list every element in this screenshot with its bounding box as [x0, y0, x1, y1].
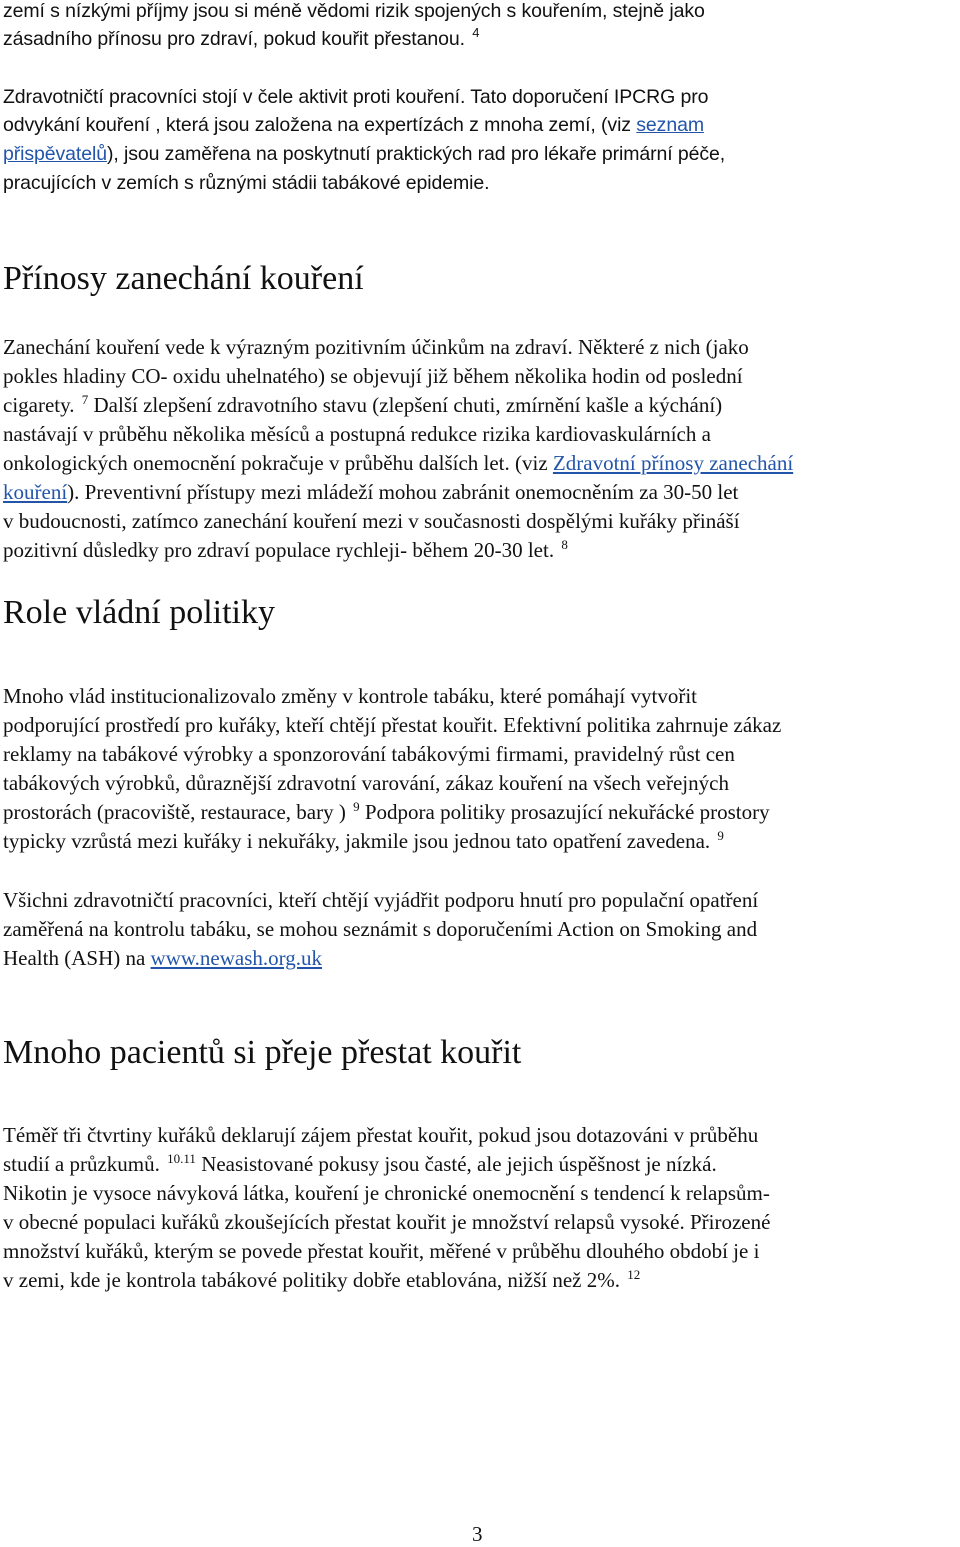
body-text: tabákových výrobků, důraznější zdravotní varování, zákaz kouření na všech veřejných: [3, 771, 729, 795]
body-text: nastávají v průběhu několika měsíců a postupná redukce rizika kardiovaskulárních a: [3, 422, 711, 446]
body-text: pozitivní důsledky pro zdraví populace rychleji- během 20-30 let.: [3, 538, 560, 562]
footnote-ref: 4: [472, 25, 480, 40]
benefits-line-4: [3, 422, 711, 447]
intro-line-6: [3, 172, 489, 195]
footnote-ref: 9: [717, 828, 724, 843]
policy-line-6: [3, 829, 724, 854]
intro-text: ), jsou zaměřena na poskytnutí praktických rad pro lékaře primární péče,: [106, 143, 726, 165]
contributors-link[interactable]: seznam: [636, 114, 704, 136]
footnote-ref: 8: [561, 537, 568, 552]
body-text: podporující prostředí pro kuřáky, kteří chtějí přestat kouřit. Efektivní politika zahrnuje zákaz: [3, 713, 782, 737]
body-text: Podpora politiky prosazující nekuřácké prostory: [359, 800, 770, 824]
body-text: Neasistované pokusy jsou časté, ale jejich úspěšnost je nízká.: [195, 1152, 717, 1176]
page-number: 3: [472, 1522, 483, 1546]
benefits-line-5: [3, 451, 793, 476]
patients-line-4: [3, 1210, 770, 1235]
body-text: v zemi, kde je kontrola tabákové politiky dobře etablována, nižší než 2%.: [3, 1268, 626, 1292]
patients-line-3: [3, 1181, 770, 1206]
body-text: ). Preventivní přístupy mezi mládeží mohou zabránit onemocněním za 30-50 let: [67, 480, 739, 504]
benefits-line-6: [3, 480, 738, 505]
intro-text: odvykání kouření , která jsou založena na expertízách z mnoha zemí, (viz: [3, 114, 637, 136]
policy-line-5: [3, 800, 770, 825]
intro-text: pracujících v zemích s různými stádii tabákové epidemie.: [3, 172, 490, 194]
intro-line-5: [3, 143, 725, 166]
body-text: Zanechání kouření vede k výrazným pozitivním účinkům na zdraví. Některé z nich (jako: [3, 335, 749, 359]
intro-text: zemí s nízkými příjmy jsou si méně vědomi rizik spojených s kouřením, stejně jako: [3, 0, 705, 22]
body-text: studií a průzkumů.: [3, 1152, 166, 1176]
section-heading-policy: Role vládní politiky: [3, 594, 275, 631]
body-text: Health (ASH) na: [3, 946, 151, 970]
intro-text: Zdravotničtí pracovníci stojí v čele aktivit proti kouření. Tato doporučení IPCRG pro: [3, 86, 709, 108]
footnote-ref: 9: [353, 799, 360, 814]
health-benefits-link[interactable]: Zdravotní přínosy zanechání: [552, 451, 794, 475]
body-text: typicky vzrůstá mezi kuřáky i nekuřáky, jakmile jsou jednou tato opatření zavedena.: [3, 829, 716, 853]
contributors-link-cont[interactable]: přispěvatelů: [3, 143, 107, 165]
patients-line-6: [3, 1268, 640, 1293]
patients-line-1: [3, 1123, 758, 1148]
body-text: v budoucnosti, zatímco zanechání kouření mezi v současnosti dospělými kuřáky přináší: [3, 509, 740, 533]
policy-p2-line-2: [3, 917, 757, 942]
body-text: pokles hladiny CO- oxidu uhelnatého) se objevují již během několika hodin od poslední: [3, 364, 743, 388]
body-text: Mnoho vlád institucionalizovalo změny v kontrole tabáku, které pomáhají vytvořit: [3, 684, 698, 708]
footnote-ref: 10.11: [167, 1151, 196, 1166]
benefits-line-1: [3, 335, 749, 360]
benefits-line-8: [3, 538, 568, 563]
policy-p2-line-1: [3, 888, 758, 913]
policy-line-3: [3, 742, 735, 767]
patients-line-2: [3, 1152, 717, 1177]
benefits-line-7: [3, 509, 740, 534]
intro-line-4: [3, 114, 704, 137]
health-benefits-link-cont[interactable]: kouření: [3, 480, 68, 504]
body-text: Nikotin je vysoce návyková látka, kouření je chronické onemocnění s tendencí k relapsům-: [3, 1181, 770, 1205]
policy-line-1: [3, 684, 697, 709]
benefits-line-3: [3, 393, 722, 418]
footnote-ref: 7: [81, 392, 89, 407]
body-text: prostorách (pracoviště, restaurace, bary ): [3, 800, 352, 824]
body-text: Další zlepšení zdravotního stavu (zlepšení chuti, zmírnění kašle a kýchání): [88, 393, 723, 417]
ash-website-link[interactable]: www.newash.org.uk: [150, 946, 323, 970]
footnote-ref: 12: [627, 1267, 641, 1282]
body-text: onkologických onemocnění pokračuje v průběhu dalších let. (viz: [3, 451, 553, 475]
intro-line-1: [3, 0, 705, 23]
body-text: Všichni zdravotničtí pracovníci, kteří chtějí vyjádřit podporu hnutí pro populační opatření: [3, 888, 759, 912]
body-text: Téměř tři čtvrtiny kuřáků deklarují zájem přestat kouřit, pokud jsou dotazováni v průběhu: [3, 1123, 759, 1147]
policy-p2-line-3: [3, 946, 322, 971]
section-heading-patients: Mnoho pacientů si přeje přestat kouřit: [3, 1034, 522, 1071]
body-text: zaměřená na kontrolu tabáku, se mohou seznámit s doporučeními Action on Smoking and: [3, 917, 758, 941]
section-heading-benefits: Přínosy zanechání kouření: [3, 260, 364, 297]
policy-line-4: [3, 771, 729, 796]
patients-line-5: [3, 1239, 759, 1264]
benefits-line-2: [3, 364, 743, 389]
body-text: množství kuřáků, kterým se povede přestat kouřit, měřené v průběhu dlouhého období je i: [3, 1239, 760, 1263]
body-text: v obecné populaci kuřáků zkoušejících přestat kouřit je množství relapsů vysoké. Přirozené: [3, 1210, 771, 1234]
intro-text: zásadního přínosu pro zdraví, pokud kouřit přestanou.: [3, 28, 471, 50]
intro-line-3: [3, 86, 708, 109]
body-text: cigarety.: [3, 393, 80, 417]
intro-line-2: [3, 25, 480, 51]
body-text: reklamy na tabákové výrobky a sponzorování tabákovými firmami, pravidelný růst cen: [3, 742, 735, 766]
policy-line-2: [3, 713, 781, 738]
